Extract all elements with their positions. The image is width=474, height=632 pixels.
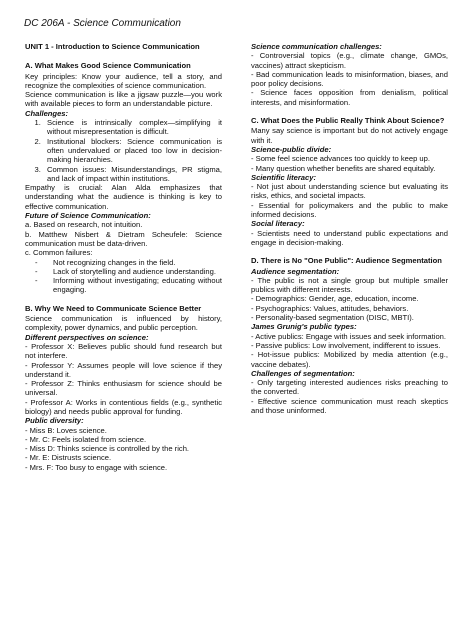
list-item: - Active publics: Engage with issues and seek information.: [251, 331, 447, 341]
list-item: 1. Science is intrinsically complex—simplifying it without misrepresentation is difficult.: [43, 118, 222, 137]
subheading: Challenges:: [25, 108, 69, 118]
section-d-title: D. There is No "One Public": Audience Segmentation: [251, 256, 442, 266]
challenges-list: [25, 118, 222, 183]
list-item: - Science faces opposition from denialism, political interests, and misinformation.: [251, 88, 448, 107]
paragraph: Science communication is like a jigsaw puzzle—you work with available pieces to form an understandable picture.: [25, 90, 222, 109]
list-item: - Miss D: Thinks science is controlled by the rich.: [25, 444, 190, 454]
list-item: - Informing without investigating; educating without engaging.: [47, 276, 222, 295]
list-item: - Controversial topics (e.g., climate change, GMOs, vaccines) attract skepticism.: [251, 51, 448, 70]
list-item: - Scientists need to understand public expectations and engage in decision-making.: [251, 228, 448, 247]
list-item: - Professor A: Works in contentious fields (e.g., synthetic biology) and needs public approval for funding.: [25, 397, 222, 416]
list-item: 3. Common issues: Misunderstandings, PR stigma, and lack of impact within institutions.: [43, 165, 222, 184]
subheading: Social literacy:: [251, 219, 305, 229]
list-item: - Not recognizing changes in the field.: [47, 258, 222, 267]
subheading: Science-public divide:: [251, 144, 332, 154]
section-a-title: A. What Makes Good Science Communication: [25, 61, 191, 71]
list-item: - Demographics: Gender, age, education, income.: [251, 294, 419, 304]
list-item: - The public is not a single group but multiple smaller publics with different interests.: [251, 275, 448, 295]
paragraph: a. Based on research, not intuition.: [25, 220, 143, 230]
list-item: - Psychographics: Values, attitudes, behaviors.: [251, 303, 409, 313]
list-item: - Professor X: Believes public should fund research but not interfere.: [25, 341, 222, 361]
list-item: - Mrs. F: Too busy to engage with science.: [25, 462, 168, 472]
paragraph: Science communication is influenced by history, complexity, power dynamics, and public perception.: [25, 314, 222, 333]
list-item: - Not just about understanding science but evaluating its risks, ethics, and societal impacts.: [251, 182, 448, 201]
subheading: Future of Science Communication:: [25, 211, 151, 221]
list-item: - Hot-issue publics: Mobilized by media attention (e.g., vaccine debates).: [251, 350, 448, 369]
list-item: - Essential for policymakers and the public to make informed decisions.: [251, 200, 448, 220]
section-c-title: C. What Does the Public Really Think About Science?: [251, 116, 445, 126]
page-header: DC 206A - Science Communication: [24, 18, 181, 29]
subheading: Science communication challenges:: [251, 42, 382, 51]
list-item: - Many question whether benefits are shared equitably.: [251, 163, 436, 173]
list-item: 2. Institutional blockers: Science communication is often undervalued or placed too low in decision-making hierarchies.: [43, 137, 222, 165]
paragraph: c. Common failures:: [25, 248, 93, 258]
unit-title: UNIT 1 - Introduction to Science Communication: [25, 42, 200, 51]
list-item: - Only targeting interested audiences risks preaching to the converted.: [251, 378, 448, 397]
left-column: [25, 42, 222, 472]
list-item: - Personality-based segmentation (DISC, MBTI).: [251, 313, 414, 323]
right-column: [251, 42, 448, 415]
paragraph: Empathy is crucial: Alan Alda emphasizes that understanding what the audience is thinking is key to effective communication.: [25, 183, 222, 211]
subheading: James Grunig's public types:: [251, 322, 357, 332]
subheading: Challenges of segmentation:: [251, 368, 355, 378]
subheading: Public diversity:: [25, 416, 84, 426]
subheading: Audience segmentation:: [251, 266, 340, 276]
list-item: - Professor Y: Assumes people will love science if they understand it.: [25, 360, 222, 379]
list-item: - Some feel science advances too quickly to keep up.: [251, 154, 430, 164]
list-item: - Passive publics: Low involvement, indifferent to issues.: [251, 340, 441, 350]
list-item: - Lack of storytelling and audience understanding.: [47, 267, 222, 276]
list-item: - Professor Z: Thinks enthusiasm for science should be universal.: [25, 379, 222, 398]
list-item: - Bad communication leads to misinformation, biases, and poor policy decisions.: [251, 69, 448, 89]
list-item: - Effective science communication must reach skeptics and those uninformed.: [251, 396, 448, 415]
paragraph: Many say science is important but do not actively engage with it.: [251, 126, 448, 145]
section-b-title: B. Why We Need to Communicate Science Better: [25, 303, 202, 313]
paragraph: b. Matthew Nisbert & Dietram Scheufele: Science communication must be data-driven.: [25, 229, 222, 248]
paragraph: Key principles: Know your audience, tell a story, and recognize the complexities of science communication.: [25, 71, 222, 90]
list-item: - Miss B: Loves science.: [25, 425, 107, 435]
failures-list: [25, 258, 222, 295]
list-item: - Mr. C: Feels isolated from science.: [25, 434, 147, 444]
list-item: - Mr. E: Distrusts science.: [25, 453, 112, 463]
subheading: Different perspectives on science:: [25, 332, 149, 342]
subheading: Scientific literacy:: [251, 172, 316, 182]
